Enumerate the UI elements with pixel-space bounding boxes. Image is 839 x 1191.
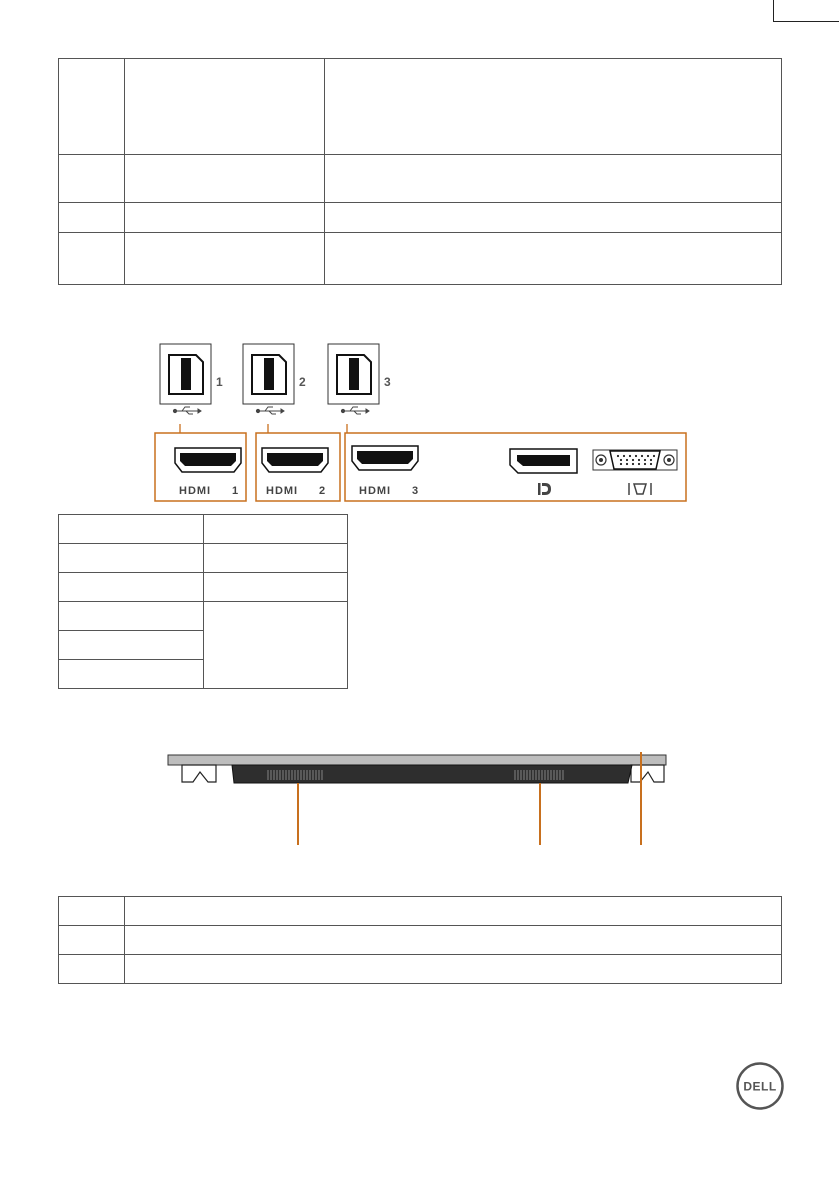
table-cell <box>124 203 324 233</box>
table-cell <box>124 155 324 203</box>
table-row <box>59 897 782 926</box>
table-cell <box>59 544 204 573</box>
usb-icon <box>173 407 201 414</box>
hdmi-label: HDMI <box>179 485 212 497</box>
table-cell <box>203 602 348 689</box>
usb-port-number: 1 <box>216 375 223 389</box>
table-cell <box>59 631 204 660</box>
top-spec-table <box>58 58 782 285</box>
usb-icon <box>341 407 369 414</box>
table-row <box>59 573 348 602</box>
hdmi-number: 2 <box>319 485 326 497</box>
connector-diagram <box>0 330 839 510</box>
table-row <box>59 203 782 233</box>
table-cell <box>324 155 781 203</box>
vga-port <box>593 450 677 470</box>
table-row <box>59 233 782 285</box>
dell-logo-text: DELL <box>743 1079 777 1094</box>
table-row <box>59 515 348 544</box>
usb-port-number: 2 <box>299 375 306 389</box>
monitor-bottom-view <box>160 750 680 850</box>
table-cell <box>59 955 125 984</box>
table-cell <box>203 573 348 602</box>
table-cell <box>324 233 781 285</box>
table-cell <box>59 155 125 203</box>
table-row <box>59 155 782 203</box>
table-row <box>59 602 348 631</box>
table-cell <box>59 926 125 955</box>
table-cell <box>203 544 348 573</box>
table-cell <box>124 59 324 155</box>
table-row <box>59 544 348 573</box>
usb-icon <box>256 407 284 414</box>
hdmi-port-1 <box>175 448 241 472</box>
hdmi-number: 3 <box>412 485 419 497</box>
table-cell <box>59 59 125 155</box>
table-cell <box>124 955 781 984</box>
dell-logo <box>735 1061 785 1111</box>
table-cell <box>324 59 781 155</box>
hdmi-port-2 <box>262 448 328 472</box>
table-cell <box>59 897 125 926</box>
hdmi-label: HDMI <box>266 485 299 497</box>
middle-table <box>58 514 348 689</box>
table-cell <box>59 660 204 689</box>
table-cell <box>124 897 781 926</box>
table-cell <box>59 233 125 285</box>
crop-mark <box>773 21 839 22</box>
usb-port-2 <box>243 344 294 404</box>
table-cell <box>59 573 204 602</box>
table-row <box>59 926 782 955</box>
crop-mark <box>773 0 774 21</box>
vga-icon <box>629 483 651 495</box>
table-cell <box>59 515 204 544</box>
table-cell <box>203 515 348 544</box>
table-cell <box>59 203 125 233</box>
usb-port-3 <box>328 344 379 404</box>
table-cell <box>59 602 204 631</box>
table-cell <box>324 203 781 233</box>
hdmi-number: 1 <box>232 485 239 497</box>
table-row <box>59 955 782 984</box>
hdmi-port-3 <box>352 446 418 470</box>
table-cell <box>124 926 781 955</box>
bottom-table <box>58 896 782 984</box>
table-row <box>59 59 782 155</box>
displayport-icon <box>538 483 551 495</box>
displayport-port <box>510 449 577 473</box>
table-cell <box>124 233 324 285</box>
hdmi-label: HDMI <box>359 485 392 497</box>
usb-port-1 <box>160 344 211 404</box>
usb-port-number: 3 <box>384 375 391 389</box>
